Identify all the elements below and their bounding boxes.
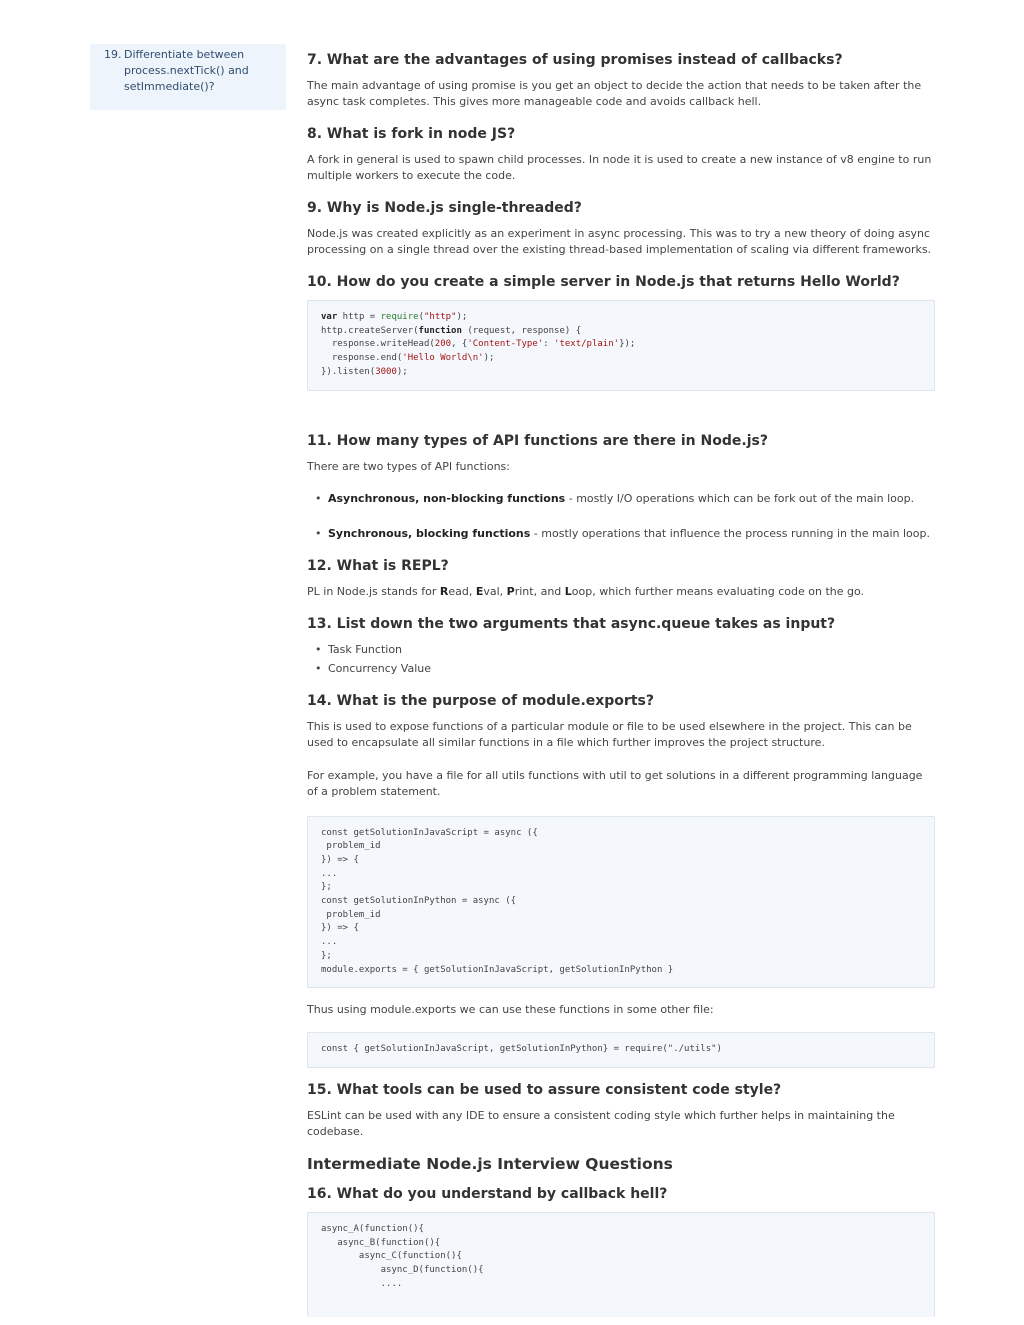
question-11-intro: There are two types of API functions: [307, 459, 510, 473]
bold-letter: P [506, 584, 515, 598]
text-run: rint, and [514, 584, 565, 598]
code-token: http.createServer( [321, 325, 419, 336]
question-14-heading: 14. What is the purpose of module.exports? [307, 692, 654, 709]
api-types-list [307, 491, 935, 542]
question-12-heading: 12. What is REPL? [307, 557, 449, 574]
code-block-server[interactable] [307, 300, 935, 391]
code-token: response.end( [321, 353, 403, 364]
code-token: }).listen( [321, 366, 376, 377]
question-12-answer [307, 584, 935, 600]
code-token: "http" [423, 312, 457, 322]
question-15-heading: 15. What tools can be used to assure consistent code style? [307, 1081, 782, 1098]
toc-item-label: Differentiate between process.nextTick() and setImmediate()? [124, 48, 249, 93]
text-run: PL in Node.js stands for [307, 584, 440, 598]
question-7-heading: 7. What are the advantages of using promises instead of callbacks? [307, 52, 843, 68]
question-14-paragraph-2: For example, you have a file for all utils functions with util to get solutions in a different programming language of a problem statement. [307, 768, 923, 798]
code-token: function [418, 325, 462, 336]
bold-letter: E [475, 584, 484, 598]
question-10-heading: 10. How do you create a simple server in Node.js that returns Hello World? [307, 274, 900, 290]
code-block-module-exports[interactable]: const getSolutionInJavaScript = async ({ problem_id }) => { ... }; const getSolutionInPython = async ({ problem_id }) => { ... }; module.exports = { getSolutionInJavaScript, getSolutionInPython } [307, 816, 935, 989]
code-token: response.writeHead( [321, 339, 435, 350]
code-token: 200 [434, 339, 452, 350]
question-13-heading: 13. List down the two arguments that async.queue takes as input? [307, 615, 836, 632]
code-token: http = [337, 312, 381, 322]
question-9-answer: Node.js was created explicitly as an experiment in async processing. This was to try a new theory of doing async processing on a single thread over the existing thread-based implementation of scaling via different frameworks. [307, 227, 932, 256]
code-token: (request, response) { [461, 325, 582, 336]
question-7-answer: The main advantage of using promise is you get an object to decide the action that needs to be taken after the async task completes. This gives more manageable code and avoids callback hell. [307, 79, 922, 108]
async-queue-args-list [307, 642, 935, 677]
code-block-callback-hell[interactable]: async_A(function(){ async_B(function(){ async_C(function(){ async_D(function(){ .... [307, 1212, 935, 1317]
code-token: : [543, 339, 555, 350]
code-token: 'Content-Type' [467, 339, 544, 350]
question-11-heading: 11. How many types of API functions are there in Node.js? [307, 432, 768, 449]
toc-item-number: 19. [104, 48, 122, 61]
bold-letter: L [564, 584, 572, 598]
list-item-text: - mostly operations that influence the process running in the main loop. [530, 526, 930, 540]
toc-list [104, 47, 276, 95]
article-content [307, 40, 935, 1317]
question-15-answer: ESLint can be used with any IDE to ensure a consistent coding style which further helps in maintaining the codebase. [307, 1108, 895, 1138]
code-token: ( [418, 312, 424, 322]
question-9-heading: 9. Why is Node.js single-threaded? [307, 200, 582, 216]
list-item-text: - mostly I/O operations which can be fork out of the main loop. [565, 491, 915, 505]
list-item: • Concurrency Value [307, 661, 935, 677]
text-run: ead, [448, 584, 476, 598]
code-token: 'text/plain' [554, 339, 620, 350]
question-14-paragraph-3: Thus using module.exports we can use these functions in some other file: [307, 1003, 714, 1017]
question-8-heading: 8. What is fork in node JS? [307, 126, 516, 142]
table-of-contents [90, 44, 286, 110]
list-item-bold: Synchronous, blocking functions [328, 526, 531, 540]
code-token: ); [483, 353, 495, 364]
code-token: var [321, 312, 338, 322]
code-block-require[interactable]: const { getSolutionInJavaScript, getSolutionInPython} = require("./utils") [307, 1032, 935, 1068]
text-run: val, [483, 584, 507, 598]
text-run: oop, which further means evaluating code on the go. [571, 584, 865, 598]
list-item [307, 491, 935, 507]
code-token: require [380, 312, 419, 322]
code-token: ); [396, 366, 408, 377]
code-token: 3000 [375, 366, 397, 377]
question-14-paragraph-1: This is used to expose functions of a particular module or file to be used elsewhere in the project. This can be used to encapsulate all similar functions in a file which further improves the project structure. [307, 719, 912, 749]
code-token: ); [456, 312, 468, 322]
question-16-heading: 16. What do you understand by callback hell? [307, 1185, 668, 1202]
bold-letter: R [439, 584, 449, 598]
list-item [307, 526, 935, 542]
code-token: , { [451, 339, 468, 350]
list-item-bold: Asynchronous, non-blocking functions [328, 491, 566, 505]
code-token: 'Hello World\n' [402, 353, 484, 364]
question-8-answer: A fork in general is used to spawn child processes. In node it is used to create a new instance of v8 engine to run multiple workers to execute the code. [307, 153, 932, 182]
section-heading: Intermediate Node.js Interview Questions [307, 1154, 673, 1173]
toc-item-19[interactable] [104, 47, 276, 95]
list-item: • Task Function [307, 642, 935, 658]
code-token: }); [619, 339, 636, 350]
